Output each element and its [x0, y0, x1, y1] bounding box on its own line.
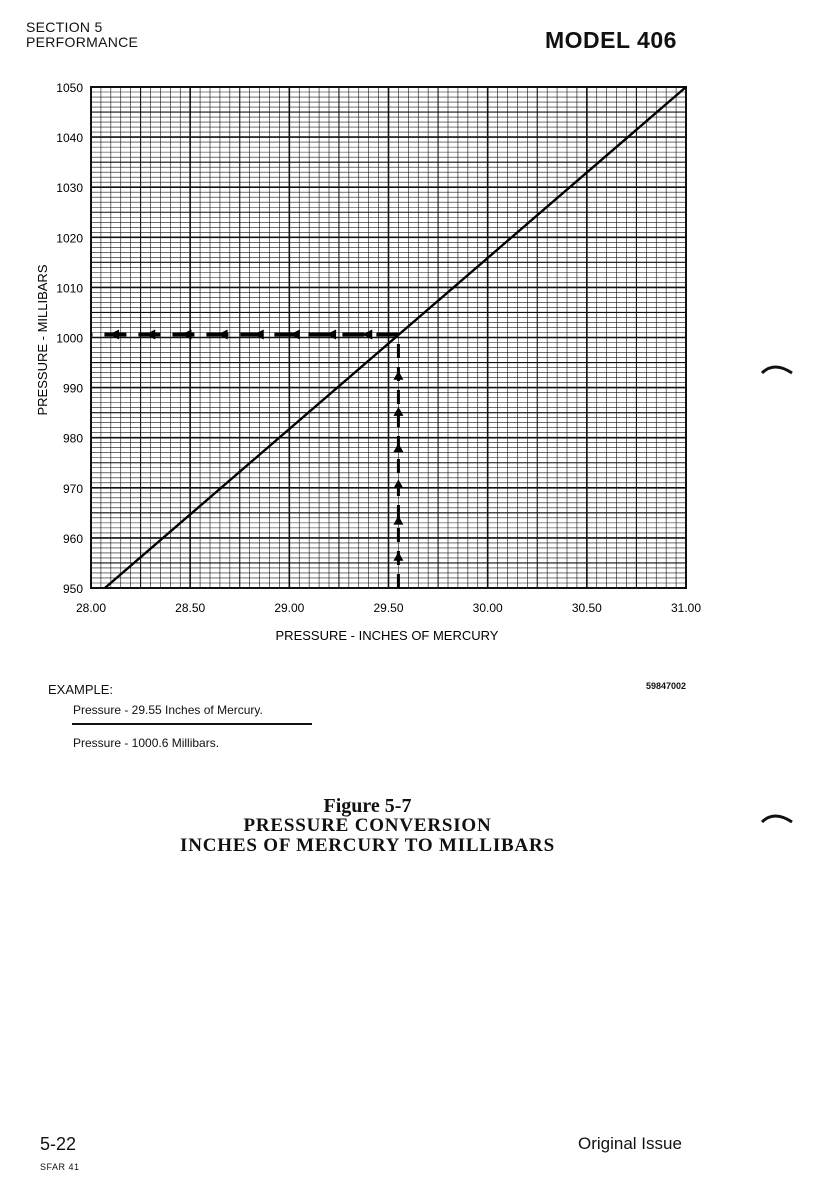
y-tick-label: 950	[62, 582, 83, 596]
chart-grid	[91, 87, 686, 588]
arrow-up-icon	[393, 516, 403, 525]
y-tick-label: 1050	[56, 81, 83, 95]
x-tick-label: 30.50	[571, 601, 602, 615]
y-tick-label: 1000	[56, 331, 83, 346]
x-tick-label: 29.50	[373, 601, 404, 615]
binder-mark-icon	[760, 810, 796, 824]
y-tick-label: 970	[62, 481, 83, 496]
figure-number: Figure 5-7	[323, 795, 412, 817]
example-path	[91, 329, 403, 588]
model-title: MODEL 406	[545, 27, 677, 53]
binder-mark-icon	[760, 361, 796, 375]
y-tick-label: 990	[62, 381, 83, 396]
example-line-mb: Pressure - 1000.6 Millibars.	[73, 736, 220, 750]
issue-label: Original Issue	[578, 1134, 682, 1153]
figure-title-line2: INCHES OF MERCURY TO MILLIBARS	[180, 835, 555, 856]
figure-ref-code: 59847002	[646, 681, 687, 691]
x-tick-label: 29.00	[274, 601, 305, 615]
x-tick-labels	[76, 601, 701, 615]
x-tick-label: 28.00	[75, 601, 107, 615]
example-label: EXAMPLE:	[48, 682, 114, 697]
y-tick-label: 1010	[56, 281, 83, 296]
y-tick-label: 1020	[56, 231, 83, 246]
x-tick-label: 31.00	[670, 601, 702, 615]
subsection-title: PERFORMANCE	[26, 34, 139, 50]
arrow-up-icon	[393, 371, 403, 380]
arrow-up-icon	[393, 479, 403, 488]
page-number: 5-22	[40, 1134, 77, 1154]
y-tick-labels	[56, 81, 83, 596]
arrow-up-icon	[393, 407, 403, 416]
y-tick-label: 1040	[56, 131, 83, 146]
y-tick-label: 1030	[56, 181, 83, 196]
figure-caption	[0, 796, 831, 856]
section-title: SECTION 5	[26, 19, 103, 35]
example-line-inhg: Pressure - 29.55 Inches of Mercury.	[73, 703, 263, 717]
sfar-label: SFAR 41	[40, 1162, 80, 1172]
y-axis-label: PRESSURE - MILLIBARS	[35, 264, 50, 416]
example-divider	[72, 723, 312, 725]
figure-title-line1: PRESSURE CONVERSION	[243, 815, 492, 836]
y-tick-label: 980	[62, 431, 83, 446]
x-axis-label: PRESSURE - INCHES OF MERCURY	[275, 628, 499, 643]
y-tick-label: 960	[62, 531, 83, 546]
x-tick-label: 30.00	[472, 601, 503, 615]
x-tick-label: 28.50	[175, 601, 206, 615]
